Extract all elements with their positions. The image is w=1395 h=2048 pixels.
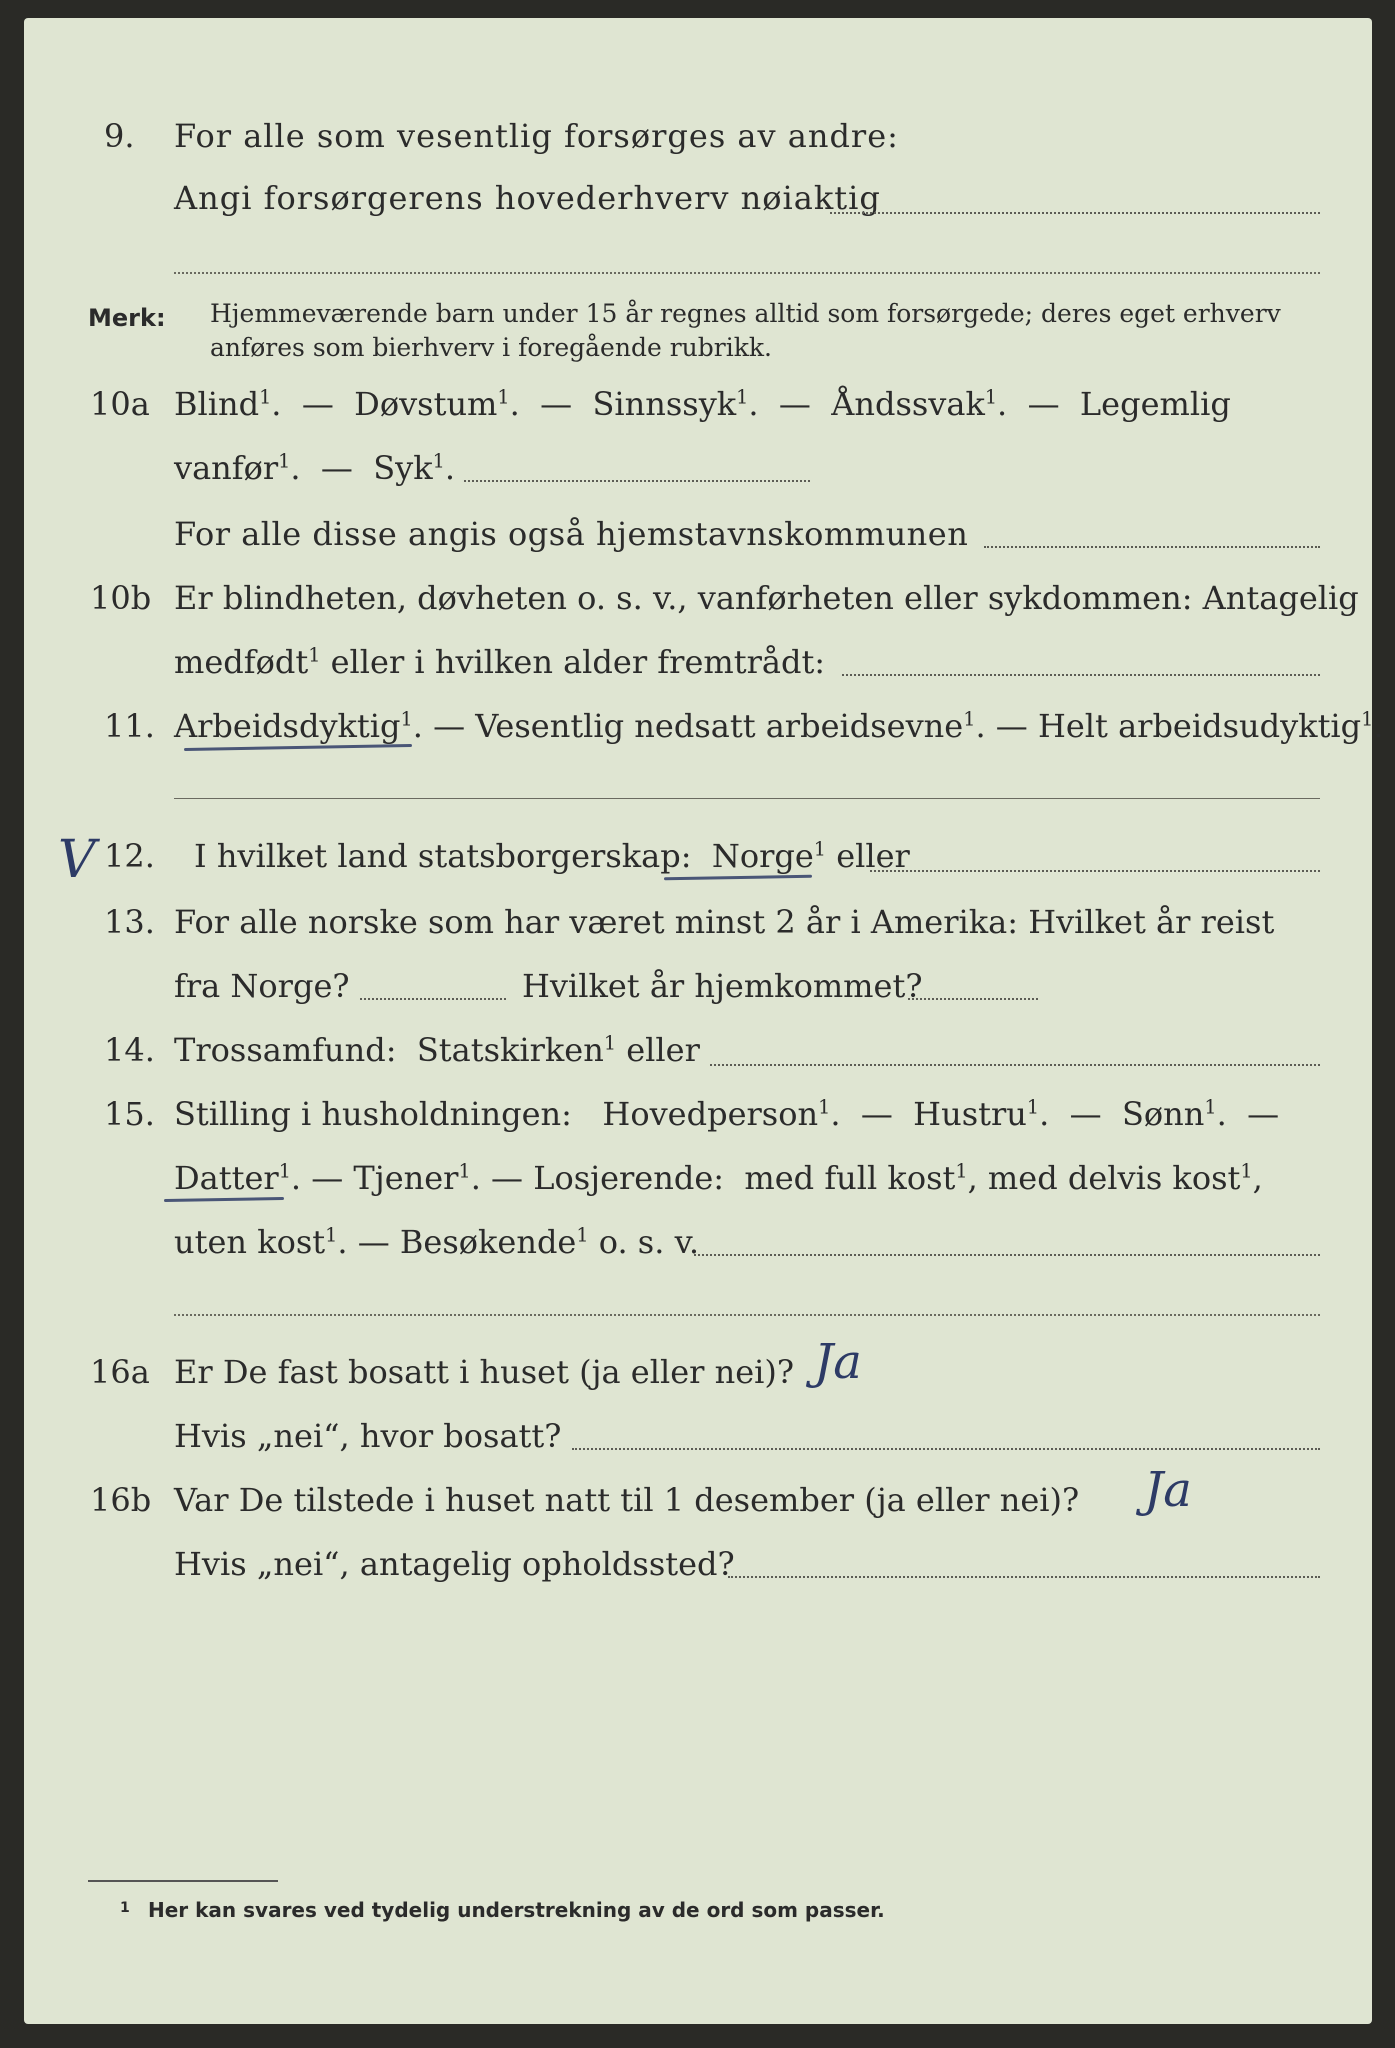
census-form-page [24, 18, 1384, 2024]
q9-line2: Angi forsørgerens hovederhverv nøiaktig [174, 179, 881, 217]
q13-hjemkommet-field[interactable] [908, 998, 1038, 1000]
footnote-mark: 1 [120, 1900, 130, 1916]
q15-number: 15. [104, 1095, 155, 1133]
option-medfodt[interactable]: medfødt [174, 643, 309, 681]
q14-line: Trossamfund: Statskirken$^1$ eller [174, 1031, 700, 1069]
q10a-syk-field[interactable] [464, 480, 810, 482]
q13-reist-field[interactable] [360, 998, 506, 1000]
option-blind[interactable]: Blind [174, 385, 260, 423]
q13-line1: For alle norske som har været minst 2 år i Amerika: Hvilket år reist [174, 903, 1275, 941]
q16a-number: 16a [90, 1353, 150, 1391]
q13-fra-label: fra Norge? [174, 967, 350, 1005]
q16a-line1: Er De fast bosatt i huset (ja eller nei)? [174, 1353, 795, 1391]
merk-line2: anføres som bierhverv i foregående rubrikk. [210, 333, 772, 362]
q11-line1: Arbeidsdyktig$^1$. — Vesentlig nedsatt arbeidsevne$^1$. — Helt arbeidsudyktig$^1$. [174, 707, 1384, 745]
option-delviskost[interactable]: med delvis kost [987, 1159, 1241, 1197]
option-utenkost[interactable]: uten kost [174, 1223, 326, 1261]
footnote-rule [88, 1880, 278, 1882]
q16b-opholdssted-field[interactable] [728, 1576, 1320, 1578]
q16a-bosatt-field[interactable] [572, 1448, 1320, 1450]
option-hovedperson[interactable]: Hovedperson [602, 1095, 819, 1133]
option-arbeidsdyktig[interactable]: Arbeidsdyktig [174, 707, 401, 745]
q16a-handwritten-answer: Ja [814, 1334, 862, 1390]
q10b-line2: medfødt$^1$ eller i hvilken alder fremtrådt: [174, 643, 826, 681]
q14-other-field[interactable] [710, 1064, 1320, 1066]
merk-line1: Hjemmeværende barn under 15 år regnes alltid som forsørgede; deres eget erhverv [210, 299, 1281, 328]
q10b-alder-field[interactable] [842, 674, 1320, 676]
q12-other-country-field[interactable] [870, 870, 1320, 872]
q10a-line2: vanfør$^1$. — Syk$^1$. [174, 449, 456, 487]
q10b-number: 10b [90, 579, 152, 617]
option-udyktig[interactable]: Helt arbeidsudyktig [1037, 707, 1362, 745]
option-dovstum[interactable]: Døvstum [354, 385, 498, 423]
q9-line1: For alle som vesentlig forsørges av andre: [174, 117, 899, 155]
q10a-number: 10a [90, 385, 150, 423]
q16b-handwritten-answer: Ja [1144, 1462, 1192, 1518]
q12-number: 12. [104, 837, 155, 875]
option-norge[interactable]: Norge [711, 837, 814, 875]
option-legemlig[interactable]: Legemlig [1079, 385, 1231, 423]
option-statskirken[interactable]: Statskirken [416, 1031, 604, 1069]
q15-line1: Stilling i husholdningen: Hovedperson$^1$. — Hustru$^1$. — Sønn$^1$. — [174, 1095, 1280, 1133]
footnote-text: Her kan svares ved tydelig understrekning av de ord som passer. [148, 1898, 885, 1922]
merk-label: Merk: [88, 304, 166, 332]
q15-answer-field-2[interactable] [174, 1314, 1320, 1316]
q15-line2: Datter$^1$. — Tjener$^1$. — Losjerende: med full kost$^1$, med delvis kost$^1$, [174, 1159, 1263, 1197]
q9-answer-field[interactable] [830, 212, 1320, 214]
option-fullkost[interactable]: med full kost [744, 1159, 956, 1197]
option-sonn[interactable]: Sønn [1121, 1095, 1205, 1133]
option-nedsatt[interactable]: Vesentlig nedsatt arbeidsevne [475, 707, 964, 745]
q16b-number: 16b [90, 1481, 152, 1519]
q10a-line1: Blind$^1$. — Døvstum$^1$. — Sinnssyk$^1$. — Åndssvak$^1$. — Legemlig [174, 385, 1231, 423]
q16a-line2: Hvis „nei“, hvor bosatt? [174, 1417, 562, 1455]
q15-line3: uten kost$^1$. — Besøkende$^1$ o. s. v. [174, 1223, 700, 1261]
option-besokende[interactable]: Besøkende [399, 1223, 577, 1261]
q16b-line2: Hvis „nei“, antagelig opholdssted? [174, 1545, 735, 1583]
option-sinnssyk[interactable]: Sinnssyk [592, 385, 737, 423]
q14-number: 14. [104, 1031, 155, 1069]
option-andssvak[interactable]: Åndssvak [831, 385, 985, 423]
q9-number: 9. [104, 117, 135, 155]
q13-hjem-label: Hvilket år hjemkommet? [522, 967, 923, 1005]
q13-number: 13. [104, 903, 155, 941]
option-syk[interactable]: Syk [373, 449, 433, 487]
option-hustru[interactable]: Hustru [913, 1095, 1027, 1133]
q10a-hjemstavn-field[interactable] [984, 546, 1320, 548]
q15-other-field[interactable] [694, 1254, 1320, 1256]
option-tjener[interactable]: Tjener [353, 1159, 459, 1197]
option-datter[interactable]: Datter [174, 1159, 279, 1197]
check-mark: V [58, 830, 96, 890]
q11-answer-field[interactable] [174, 798, 1320, 799]
q11-number: 11. [104, 707, 155, 745]
q9-answer-field-2[interactable] [174, 272, 1320, 274]
q16b-line1: Var De tilstede i huset natt til 1 desember (ja eller nei)? [174, 1481, 1080, 1519]
q10b-line1: Er blindheten, døvheten o. s. v., vanførheten eller sykdommen: Antagelig [174, 579, 1359, 617]
q10a-line3: For alle disse angis også hjemstavnskommunen [174, 515, 969, 553]
option-vanfor[interactable]: vanfør [174, 449, 279, 487]
q12-line: I hvilket land statsborgerskap: Norge$^1$ eller [194, 837, 910, 875]
